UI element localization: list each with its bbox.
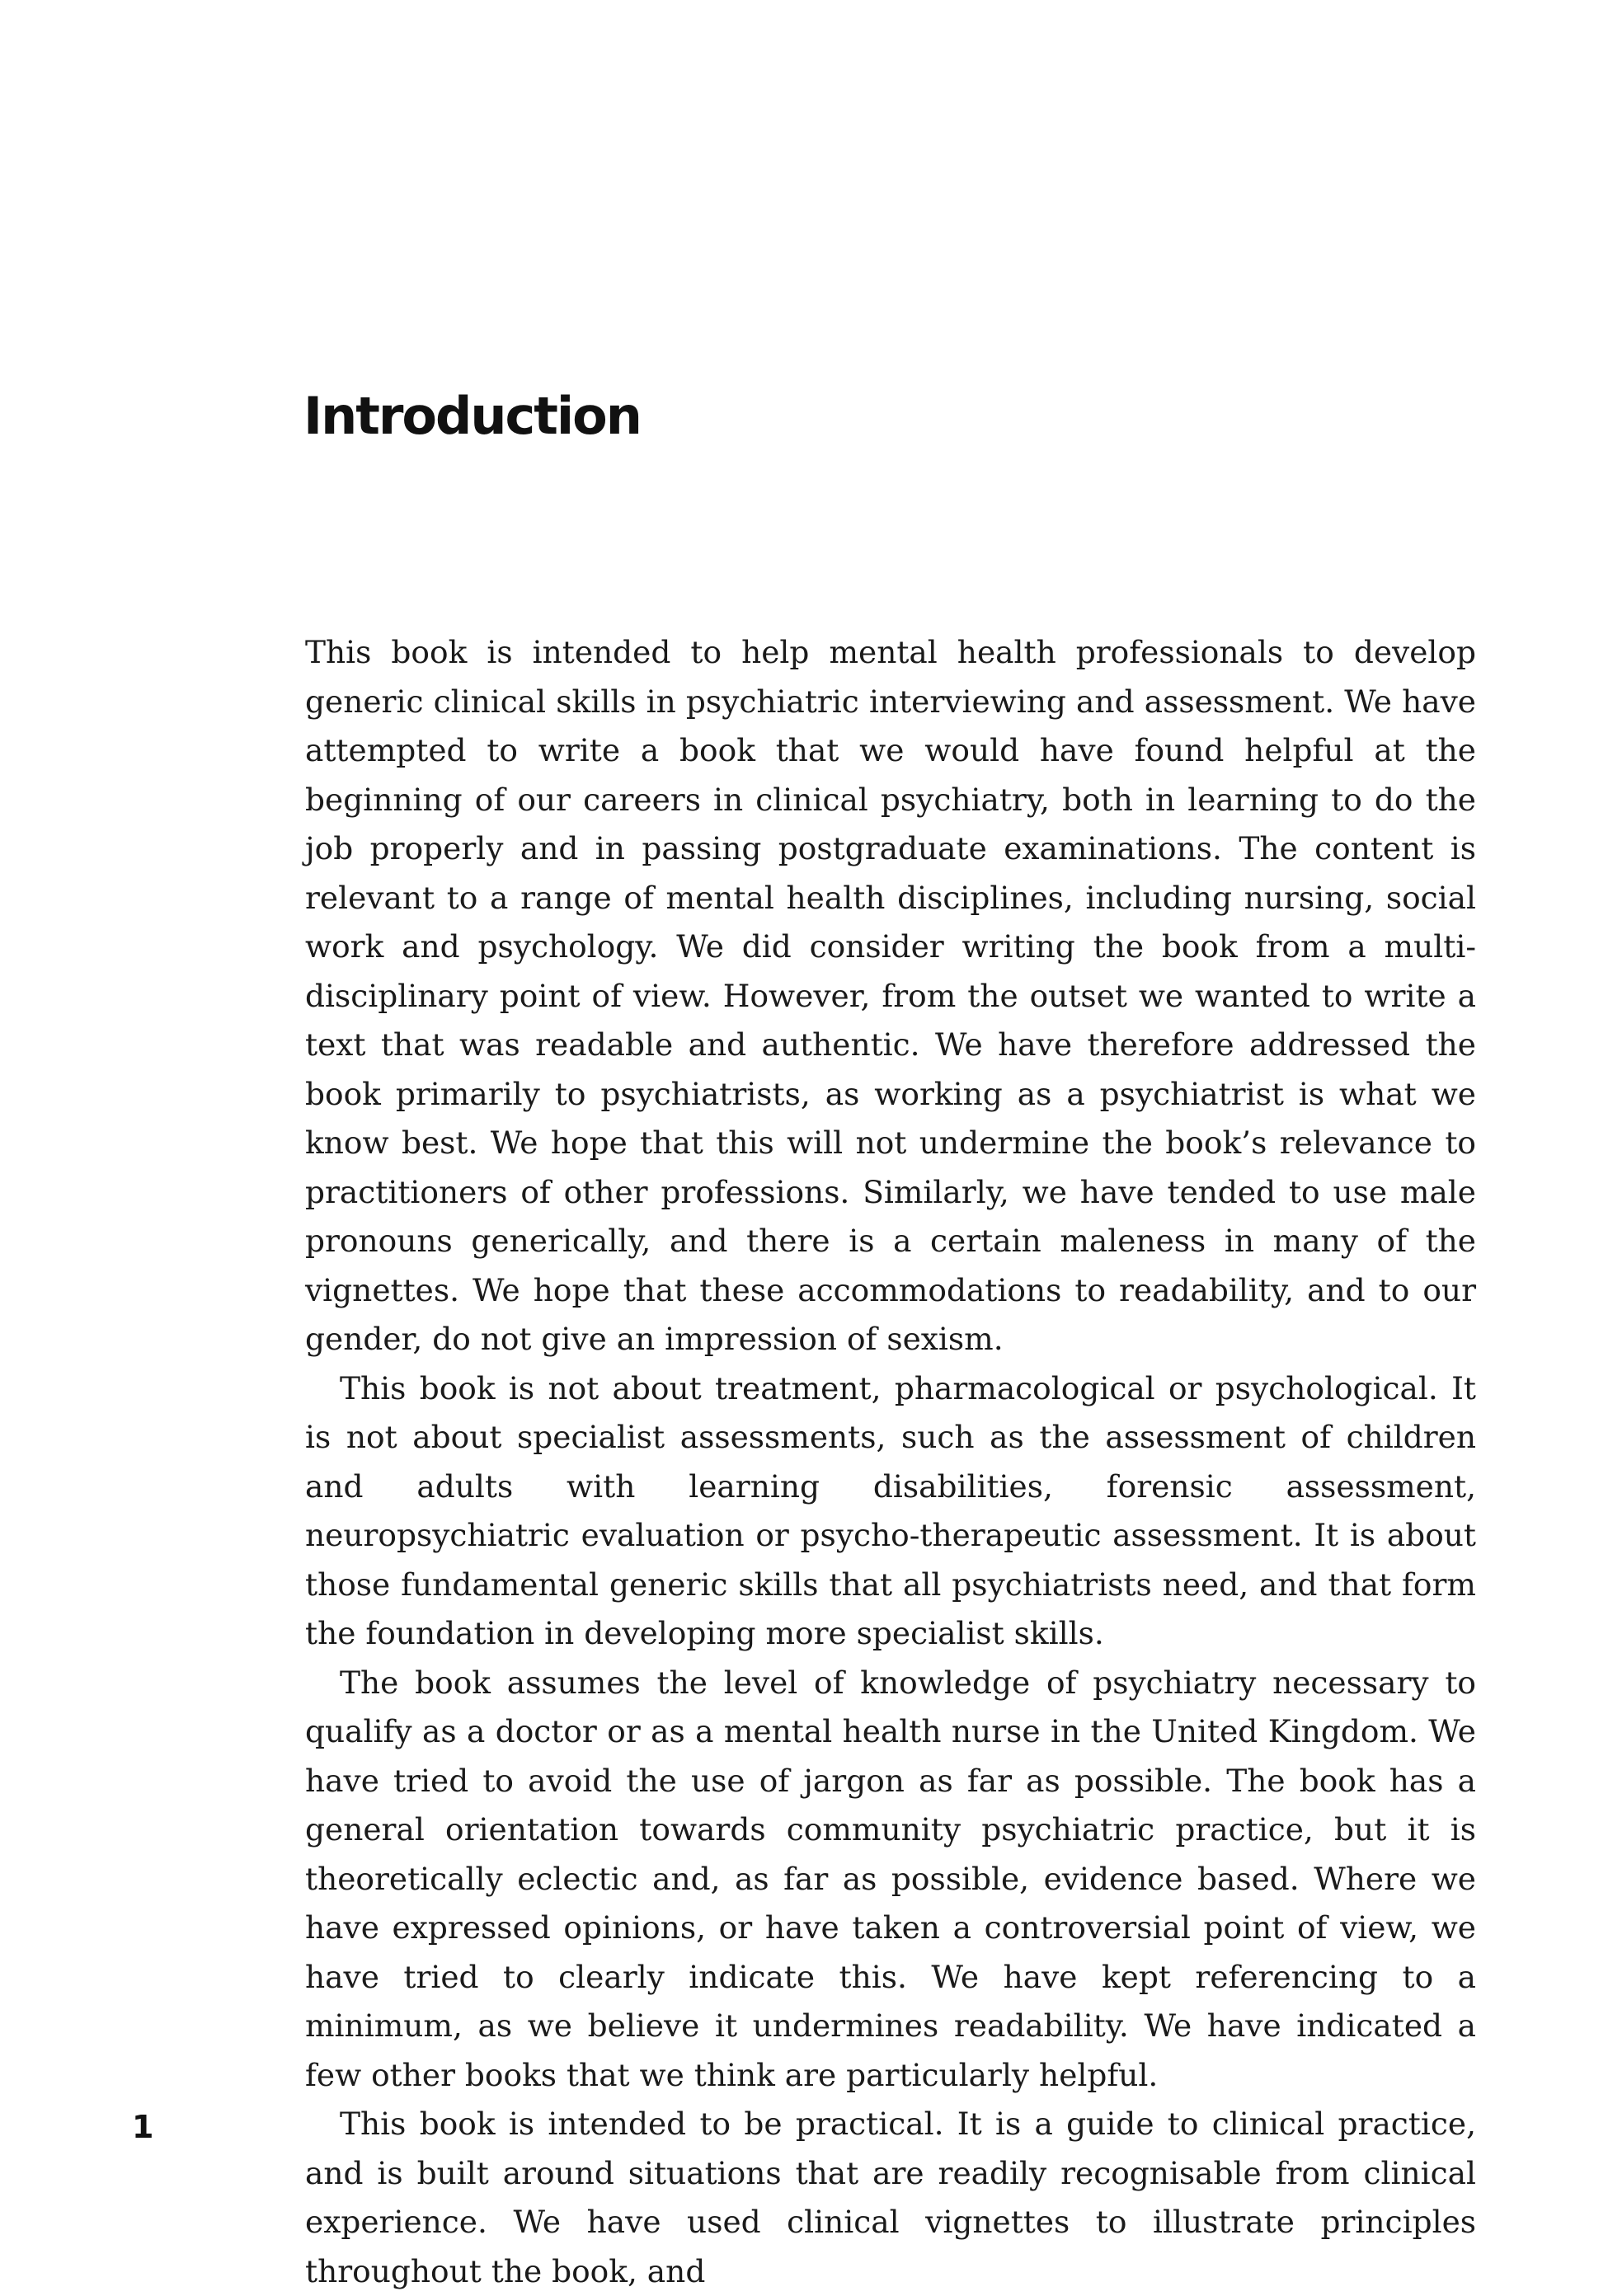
paragraph-3: The book assumes the level of knowledge of psychiatry necessary to qualify as a doctor or as a mental health nurse in the United Kingdom. We have tried to avoid the use of jargon as far as possible. The book has a general orientation towards community psychiatric practice, but it is theoretically eclectic and, as far as possible, evidence based. Where we have expressed opinions, or have taken a controversial point of view, we have tried to clearly indicate this. We have kept referencing to a minimum, as we believe it undermines readability. We have indicated a few other books that we think are particularly helpful. (305, 1664, 1476, 2093)
paragraph-1: This book is intended to help mental health professionals to develop generic clinical skills in psychiatric interviewing and assessment. We have attempted to write a book that we would have found helpful at the beginning of our careers in clinical psychiatry, both in learning to do the job properly and in passing postgraduate examinations. The content is relevant to a range of mental health disciplines, including nursing, social work and psychology. We did consider writing the book from a multi-disciplinary point of view. However, from the outset we wanted to write a text that was readable and authentic. We have therefore addressed the book primarily to psychiatrists, as working as a psychiatrist is what we know best. We hope that this will not undermine the book’s relevance to practitioners of other professions. Similarly, we have tended to use male pronouns generically, and there is a certain maleness in many of the vignettes. We hope that these accommodations to readability, and to our gender, do not give an impression of sexism. (305, 634, 1476, 1357)
page-number: 1 (132, 2109, 154, 2145)
body-text (305, 628, 1476, 2296)
paragraph-4: This book is intended to be practical. It is a guide to clinical practice, and is built around situations that are readily recognisable from clinical experience. We have used clinical vignettes to illustrate principles throughout the book, and (305, 2106, 1476, 2289)
chapter-title: Introduction (303, 386, 641, 446)
paragraph-2: This book is not about treatment, pharmacological or psychological. It is not about specialist assessments, such as the assessment of children and adults with learning disabilities, forensic assessment, neuropsychiatric evaluation or psycho-therapeutic assessment. It is about those fundamental generic skills that all psychiatrists need, and that form the foundation in developing more specialist skills. (305, 1369, 1476, 1651)
